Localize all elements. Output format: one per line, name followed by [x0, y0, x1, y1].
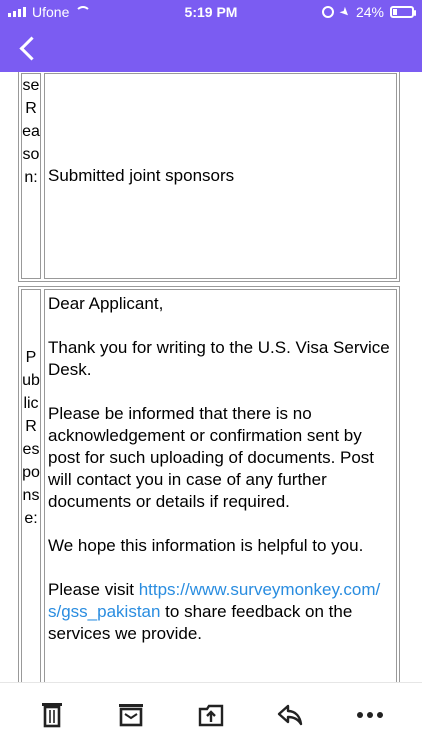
greeting-text: Dear Applicant, — [48, 294, 164, 313]
clock: 5:19 PM — [184, 4, 238, 20]
archive-icon — [118, 703, 144, 727]
delete-button[interactable] — [34, 697, 70, 733]
public-response-row — [18, 286, 400, 682]
reply-button[interactable] — [272, 697, 308, 733]
close-reason-label: seReason: — [21, 73, 41, 279]
battery-icon — [390, 6, 414, 18]
battery-percent: 24% — [355, 4, 384, 20]
thanks-text: Thank you for writing to the U.S. Visa Service Desk. — [48, 338, 390, 379]
public-response-label: Public Response: — [21, 289, 41, 682]
survey-link[interactable]: https://www.surveymonkey.com/s/gss_pakistan — [48, 580, 381, 621]
close-reason-value: Submitted joint sponsors — [44, 73, 397, 279]
chevron-left-icon — [19, 36, 43, 60]
message-content[interactable] — [18, 72, 404, 682]
close-reason-row — [18, 72, 400, 282]
archive-button[interactable] — [113, 697, 149, 733]
more-icon — [356, 711, 384, 719]
carrier-name: Ufone — [32, 4, 70, 20]
more-button[interactable] — [352, 697, 388, 733]
bottom-toolbar — [0, 682, 422, 751]
move-button[interactable] — [193, 697, 229, 733]
public-response-value — [44, 289, 397, 682]
rotation-lock-icon — [322, 6, 334, 18]
trash-icon — [40, 702, 64, 728]
back-button[interactable] — [10, 30, 46, 66]
move-icon — [197, 703, 225, 727]
visit-suffix: to share feedback on the services we provide. — [48, 602, 353, 643]
visit-prefix: Please visit — [48, 580, 139, 599]
reply-icon — [276, 703, 304, 727]
hope-text: We hope this information is helpful to you. — [48, 536, 364, 555]
feedback-text — [48, 579, 393, 645]
nav-bar — [0, 24, 422, 72]
status-bar — [0, 0, 422, 24]
location-icon: ➤ — [336, 3, 354, 21]
info-text: Please be informed that there is no acknowledgement or confirmation sent by post for such uploading of documents. Post will contact you in case of any further documents or details if required. — [48, 404, 375, 511]
